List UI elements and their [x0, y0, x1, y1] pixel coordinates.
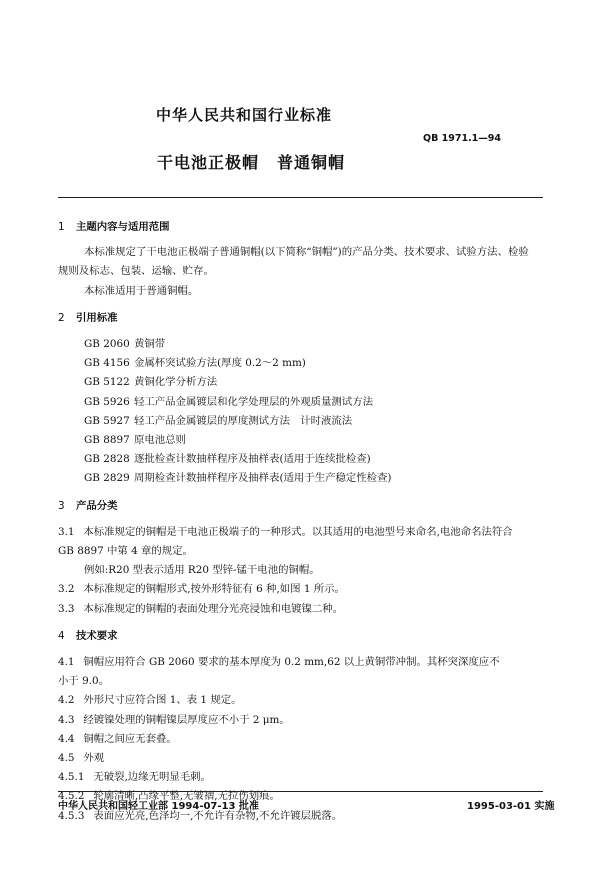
clause-3-2: 3.2 本标准规定的铜帽形式,按外形特征有 6 种,如图 1 所示。 [58, 583, 345, 596]
clause-4-2: 4.2 外形尺寸应符合图 1、表 1 规定。 [58, 694, 242, 707]
implementation-date: 1995-03-01 实施 [467, 801, 555, 812]
section-3-heading: 3 产品分类 [58, 499, 118, 512]
standard-category-title: 中华人民共和国行业标准 [156, 106, 333, 124]
reference-item: GB 2829 周期检查计数抽样程序及抽样表(适用于生产稳定性检查) [84, 472, 392, 485]
section-1-paragraph-cont: 规则及标志、包装、运输、贮存。 [58, 265, 214, 278]
clause-3-1-cont: GB 8897 中第 4 章的规定。 [58, 545, 193, 558]
clause-4-5: 4.5 外观 [58, 752, 105, 765]
clause-4-4: 4.4 铜帽之间应无套叠。 [58, 732, 177, 745]
clause-3-1-example: 例如:R20 型表示适用 R20 型锌-锰干电池的铜帽。 [84, 564, 320, 577]
reference-item: GB 4156 金属杯突试验方法(厚度 0.2～2 mm) [84, 357, 306, 370]
clause-3-1: 3.1 本标准规定的铜帽是干电池正极端子的一种形式。以其适用的电池型号来命名,电池命名法符合 [58, 525, 513, 538]
reference-item: GB 8897 原电池总则 [84, 434, 186, 447]
section-1-heading: 1 主题内容与适用范围 [58, 221, 170, 233]
clause-4-1-cont: 小于 9.0。 [58, 675, 109, 688]
document-title-sub: 普通铜帽 [277, 153, 346, 172]
reference-item: GB 2828 逐批检查计数抽样程序及抽样表(适用于连续批检查) [84, 453, 371, 466]
document-title-main: 干电池正极帽 [157, 153, 260, 172]
clause-4-5-3: 4.5.3 表面应光亮,色泽均一,不允许有杂物,不允许镀层脱落。 [58, 809, 343, 822]
clause-4-1: 4.1 铜帽应用符合 GB 2060 要求的基本厚度为 0.2 mm,62 以上黄铜带冲制。其杯突深度应不 [58, 656, 500, 669]
section-4-heading: 4 技术要求 [58, 629, 118, 642]
top-divider [58, 197, 543, 198]
section-2-heading: 2 引用标准 [58, 311, 118, 324]
approval-line: 中华人民共和国轻工业部 1994-07-13 批准 [58, 801, 259, 812]
bottom-divider [58, 791, 543, 792]
reference-item: GB 5927 轻工产品金属镀层的厚度测试方法 计时液流法 [84, 414, 353, 427]
section-1-paragraph: 本标准规定了干电池正极端子普通铜帽(以下简称“铜帽”)的产品分类、技术要求、试验方法、检验 [84, 246, 529, 259]
clause-4-5-1: 4.5.1 无破裂,边缘无明显毛刺。 [58, 771, 211, 784]
section-1-scope: 本标准适用于普通铜帽。 [84, 284, 199, 297]
standard-code: QB 1971.1—94 [423, 133, 502, 144]
reference-item: GB 5122 黄铜化学分析方法 [84, 376, 218, 389]
reference-item: GB 5926 轻工产品金属镀层和化学处理层的外观质量测试方法 [84, 395, 373, 408]
reference-list [58, 335, 544, 489]
document-title [157, 150, 345, 173]
clause-4-5-2: 4.5.2 轮廓清晰,凸缘平整,无皱褶,无拉伤划痕。 [58, 790, 280, 803]
clause-4-3: 4.3 经镀镍处理的铜帽镍层厚度应不小于 2 μm。 [58, 713, 290, 726]
clause-3-3: 3.3 本标准规定的铜帽的表面处理分光亮浸蚀和电镀镍二种。 [58, 602, 344, 615]
document-body [58, 218, 544, 826]
reference-item: GB 2060 黄铜带 [84, 338, 166, 351]
